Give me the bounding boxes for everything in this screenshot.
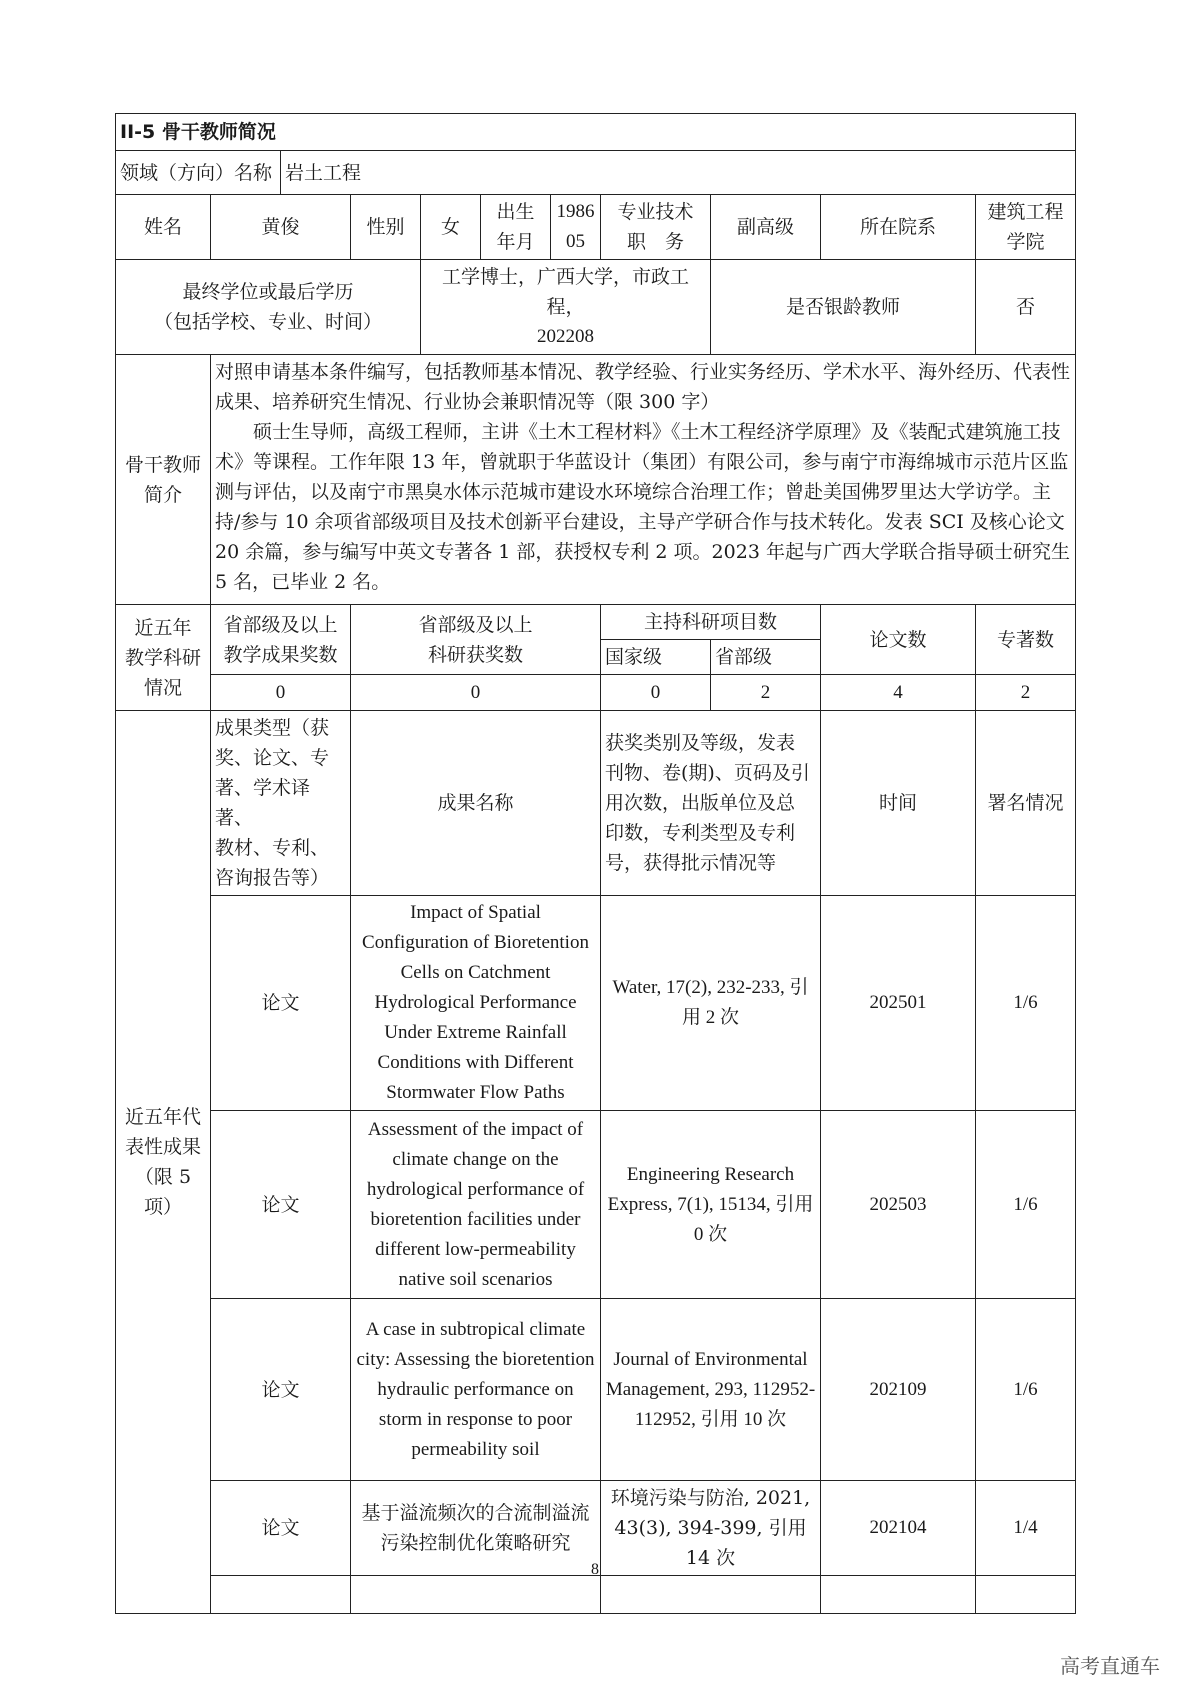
senior-teacher-label: 是否银龄教师	[711, 260, 976, 355]
intro-content	[211, 355, 1076, 605]
watermark: 高考直通车	[1060, 1654, 1160, 1678]
teaching-award-header: 省部级及以上 教学成果奖数	[211, 605, 351, 675]
dept-value: 建筑工程 学院	[976, 195, 1076, 260]
achievement-type: 论文	[211, 1299, 351, 1481]
achievement-time: 202501	[821, 896, 976, 1111]
senior-teacher-value: 否	[976, 260, 1076, 355]
dept-label: 所在院系	[821, 195, 976, 260]
provincial-header: 省部级	[711, 640, 821, 675]
intro-text: 硕士生导师，高级工程师，主讲《土木工程材料》《土木工程经济学原理》及《装配式建筑施工技术》等课程。工作年限 13 年，曾就职于华蓝设计（集团）有限公司，参与南宁市海绵城市示范片区监测与评估，以及南宁市黑臭水体示范城市建设水环境综合治理工作；曾赴美国佛罗里达大学访学。主持/参与 10 余项省部级项目及技术创新平台建设，主导产学研合作与技术转化。发表 SCI 及核心论文 20 余篇，参与编写中英文专著各 1 部，获授权专利 2 项。2023 年起与广西大学联合指导硕士研究生 5 名，已毕业 2 名。	[215, 421, 1070, 593]
empty-cell	[601, 1576, 821, 1614]
empty-cell	[211, 1576, 351, 1614]
teaching-award-count: 0	[211, 675, 351, 711]
projects-header: 主持科研项目数	[601, 605, 821, 640]
achievement-row-empty	[116, 1576, 1076, 1614]
achievement-sign: 1/6	[976, 896, 1076, 1111]
achievement-type: 论文	[211, 896, 351, 1111]
achievement-name: A case in subtropical climate city: Assessing the bioretention hydraulic performance on storm in response to poor permeability soil	[351, 1299, 601, 1481]
achievements-label: 近五年代 表性成果 （限 5 项）	[116, 711, 211, 1614]
achievement-name: 基于溢流频次的合流制溢流污染控制优化策略研究	[351, 1481, 601, 1576]
title-value: 副高级	[711, 195, 821, 260]
research-award-count: 0	[351, 675, 601, 711]
achievement-time: 202104	[821, 1481, 976, 1576]
achievement-sign: 1/6	[976, 1111, 1076, 1299]
birth-value: 1986 05	[551, 195, 601, 260]
books-header: 专著数	[976, 605, 1076, 675]
achievement-type: 论文	[211, 1111, 351, 1299]
research-label: 近五年 教学科研 情况	[116, 605, 211, 711]
achievement-name: Impact of Spatial Configuration of Bioretention Cells on Catchment Hydrological Performance Under Extreme Rainfall Conditions with Different Stormwater Flow Paths	[351, 896, 601, 1111]
achievement-detail: 环境污染与防治, 2021, 43(3), 394-399, 引用 14 次	[601, 1481, 821, 1576]
paper-count: 4	[821, 675, 976, 711]
achievement-type: 论文	[211, 1481, 351, 1576]
name-header: 成果名称	[351, 711, 601, 896]
time-header: 时间	[821, 711, 976, 896]
provincial-project-count: 2	[711, 675, 821, 711]
achievement-row	[116, 1299, 1076, 1481]
gender-label: 性别	[351, 195, 421, 260]
national-header: 国家级	[601, 640, 711, 675]
achievement-row	[116, 1111, 1076, 1299]
gender-value: 女	[421, 195, 481, 260]
field-label: 领域（方向）名称	[116, 151, 281, 195]
achievement-time: 202503	[821, 1111, 976, 1299]
page-number: 8	[591, 1561, 599, 1578]
book-count: 2	[976, 675, 1076, 711]
field-value: 岩土工程	[281, 151, 1076, 195]
achievement-detail: Engineering Research Express, 7(1), 15134, 引用 0 次	[601, 1111, 821, 1299]
empty-cell	[821, 1576, 976, 1614]
national-project-count: 0	[601, 675, 711, 711]
achievement-detail: Journal of Environmental Management, 293, 112952-112952, 引用 10 次	[601, 1299, 821, 1481]
type-header: 成果类型（获 奖、论文、专 著、学术译著、 教材、专利、 咨询报告等）	[211, 711, 351, 896]
achievement-name: Assessment of the impact of climate change on the hydrological performance of bioretention facilities under different low-permeability native soil scenarios	[351, 1111, 601, 1299]
section-title: II-5 骨干教师简况	[116, 114, 1076, 151]
empty-cell	[351, 1576, 601, 1614]
degree-label: 最终学位或最后学历 （包括学校、专业、时间）	[116, 260, 421, 355]
papers-header: 论文数	[821, 605, 976, 675]
empty-cell	[976, 1576, 1076, 1614]
name-label: 姓名	[116, 195, 211, 260]
achievement-time: 202109	[821, 1299, 976, 1481]
intro-label: 骨干教师 简介	[116, 355, 211, 605]
achievement-row	[116, 896, 1076, 1111]
detail-header: 获奖类别及等级，发表 刊物、卷(期)、页码及引 用次数，出版单位及总 印数，专利类型及专利 号，获得批示情况等	[601, 711, 821, 896]
achievement-sign: 1/4	[976, 1481, 1076, 1576]
achievement-sign: 1/6	[976, 1299, 1076, 1481]
research-award-header: 省部级及以上 科研获奖数	[351, 605, 601, 675]
title-label: 专业技术 职 务	[601, 195, 711, 260]
degree-value: 工学博士，广西大学，市政工程， 202208	[421, 260, 711, 355]
intro-instruction: 对照申请基本条件编写，包括教师基本情况、教学经验、行业实务经历、学术水平、海外经历、代表性成果、培养研究生情况、行业协会兼职情况等（限 300 字）	[215, 361, 1071, 413]
achievement-detail: Water, 17(2), 232-233, 引用 2 次	[601, 896, 821, 1111]
name-value: 黄俊	[211, 195, 351, 260]
birth-label: 出生 年月	[481, 195, 551, 260]
sign-header: 署名情况	[976, 711, 1076, 896]
teacher-profile-table	[115, 113, 1076, 1614]
